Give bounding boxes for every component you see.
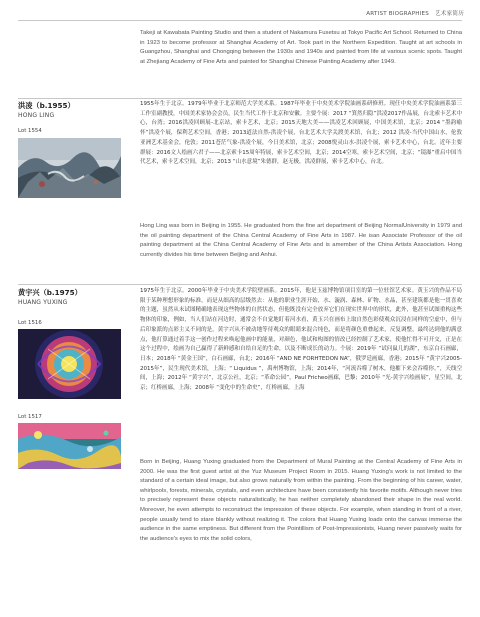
page-header [366,9,464,17]
divider [18,98,462,99]
artwork-thumbnail-hong-ling[interactable] [18,138,121,198]
header-zh: 艺术家简历 [435,11,464,17]
lot-number: Lot 1517 [18,414,42,420]
lot-number: Lot 1516 [18,320,42,326]
artist-name-zh: 黄宇兴（b.1975） [18,288,82,297]
artist-bio-zh: 1955年生于北京。1979年毕业于北京师范大学美术系。1987年毕业于中央美术学院油画系研修班。现任中央美术学院油画系第三工作室副教授，中国美术家协会会员，民生当代工作于北京和安徽。主要个展：2017 “箕然归隐”洪凌2017作品展，台北索卡艺术中心，台湾；2016洪凌回顾展-北京站，索卡艺术，北京；2015天地大美——洪凌艺术回顾展，中国美术馆，北京；2014 “墨韵喻怀”洪凌个展，保利艺术空间，香港；2013道法自然-洪凌个展，台北艺术大学关渡美术馆，台北；2012 洪凌-当代中国山水，伦敦亚洲艺术基金会，伦敦；2011苍茫气象-洪凌个展，今日美术馆，北京；2008悦灵山水-洪凌个展，索卡艺术中心，台北。近年主要群展：2016文人绘画六君子——北京索卡15周年特展，索卡艺术空间，北京；2014空寒，索卡艺术空间，北京；“镜瀑”重启中国当代艺术，索卡艺术空间，北京；2013 “山水意境”朱德群，赵无极，洪凌群展，索卡艺术中心，台北。 [140,101,462,166]
artist-name-en: HONG LING [18,112,55,119]
header-en: ARTIST BIOGRAPHIES [366,11,430,17]
artist-name-en: HUANG YUXING [18,299,68,306]
artwork-thumbnail-huang-yuxing-2[interactable] [18,423,121,469]
artist-name-zh: 洪凌（b.1955） [18,101,75,110]
header-rule [18,20,462,21]
artist-bio-en: Born in Beijing, Huang Yuxing graduated from the Department of Mural Painting at the Central Academy of Fine Arts in 2000. He was the first guest artist at the Yuz Museum Project Room in 2015. Huang Yuxing's work is not limited to the standard of a certain ideal image, but also grows naturally from within the painting. From the beginning of his career, water, whirlpools, forests, minerals, crystals, and even architecture have been consistently his favorite motifs. Although never tries to precisely represent these objects naturalistically, he has neither completely abandoned their shape in the real world. Moreover, he even attempts to reconstruct the impression of these objects. For example, when standing in front of a river, people usually tend to stare blankly without realizing it. The colors that Huang Yuxing loads onto the canvas immerse the audience in the same emptiness. But different from the Pointillism of Post-Impressionists, Huang never passively waits for the audience's eyes to mix the solid colors, [140,459,462,542]
divider [18,284,462,285]
artwork-thumbnail-huang-yuxing-1[interactable] [18,329,121,399]
artist-bio-zh: 1975年生于北京。2000年毕业于中央美术学院壁画系。2015年，他是玉兹博物馆项目室的第一位驻馆艺术家。黄玉兴的作品不局限于某种理想形象的标准，而是从细高的层级然去：从他的职业生涯开始，水、漩涡、森林、矿物、水晶，甚至建筑都是他一贯喜欢的主题，虽然从未试图精确地表现这些物体的自然状态，但他既没有完全放弃它们在现实世界中的形状，此外，他甚至试图重构这些物体的印象，例如，当人们站在河边时，通常会不自觉地盯着河水看，黄玉兴在画布上取自然色彩使观众沉浸在同样的空虚中，但与后印象派的点彩主义不同的是，黄宇兴从不被动地等待观众的眼睛来混合纯色，而是将颜色重叠起来，反复调整，最终达到他的满意点，他打算通过着手这一创作过程来唤起他画中的能量，对颜色，他试和构图的情改已经控制了艺术家，使他忙得不可开交，正是在这个过程中，绘画为自己赢得了新鲜感和自给自足的生命，以及不断成长的动力。个展：2019年 “试问鼠几的湖”，东京白石画廊，日本；2018年 “黄金王国”，白石画廊，台北；2016年 “AND NE FORHTEDON NA”，俄罗廷画廊，香港；2015年 “黄宇兴2005-2015年”，民生现代美术馆，上海；“ Liquidus ”，禹州博物馆，上海；2014年，“河流吞噬了树木，他摧下来会吞噬你。”，天线空间，上海；2012年 “黄宇兴”，北京公社，北京；“革命公园”，Paul Fricheo画廊，巴黎；2010年 “光-黄宇兴绘画展”，星空间，北京；红桥画廊，上海；2008年 “变化中的生命史”，红桥画廊，上海 [140,288,462,392]
lot-number: Lot 1554 [18,128,42,134]
artist-bio-en: Hong Ling was born in Beijing in 1955. He graduated from the fine art department of Beijing NormalUniversity in 1979 and the oil painting department of the China Central Academy of Fine Arts in 1987. He isan Associate Professor of the oil painting department at the China Central Academy of Fine Arts and is amember of the China Artists Association. Hong currently divides his time between Beijing and Anhui. [140,223,462,258]
intro-paragraph: Takeji at Kawabata Painting Studio and then a student of Nakamura Fusetsu at Tokyo Pacific Art School. Returned to China in 1923 to become professor at Shanghai Academy of Art. Took part in the Northern Expedition. Taught at art schools in Guangzhou, Shanghai and Chongqing between the 1930s and 1940s and painted from life at various scenic spots. Taught at Zhejiang Academy of Fine Arts and painted for Shanghai Chinese Painting Academy after 1949. [140,30,462,65]
